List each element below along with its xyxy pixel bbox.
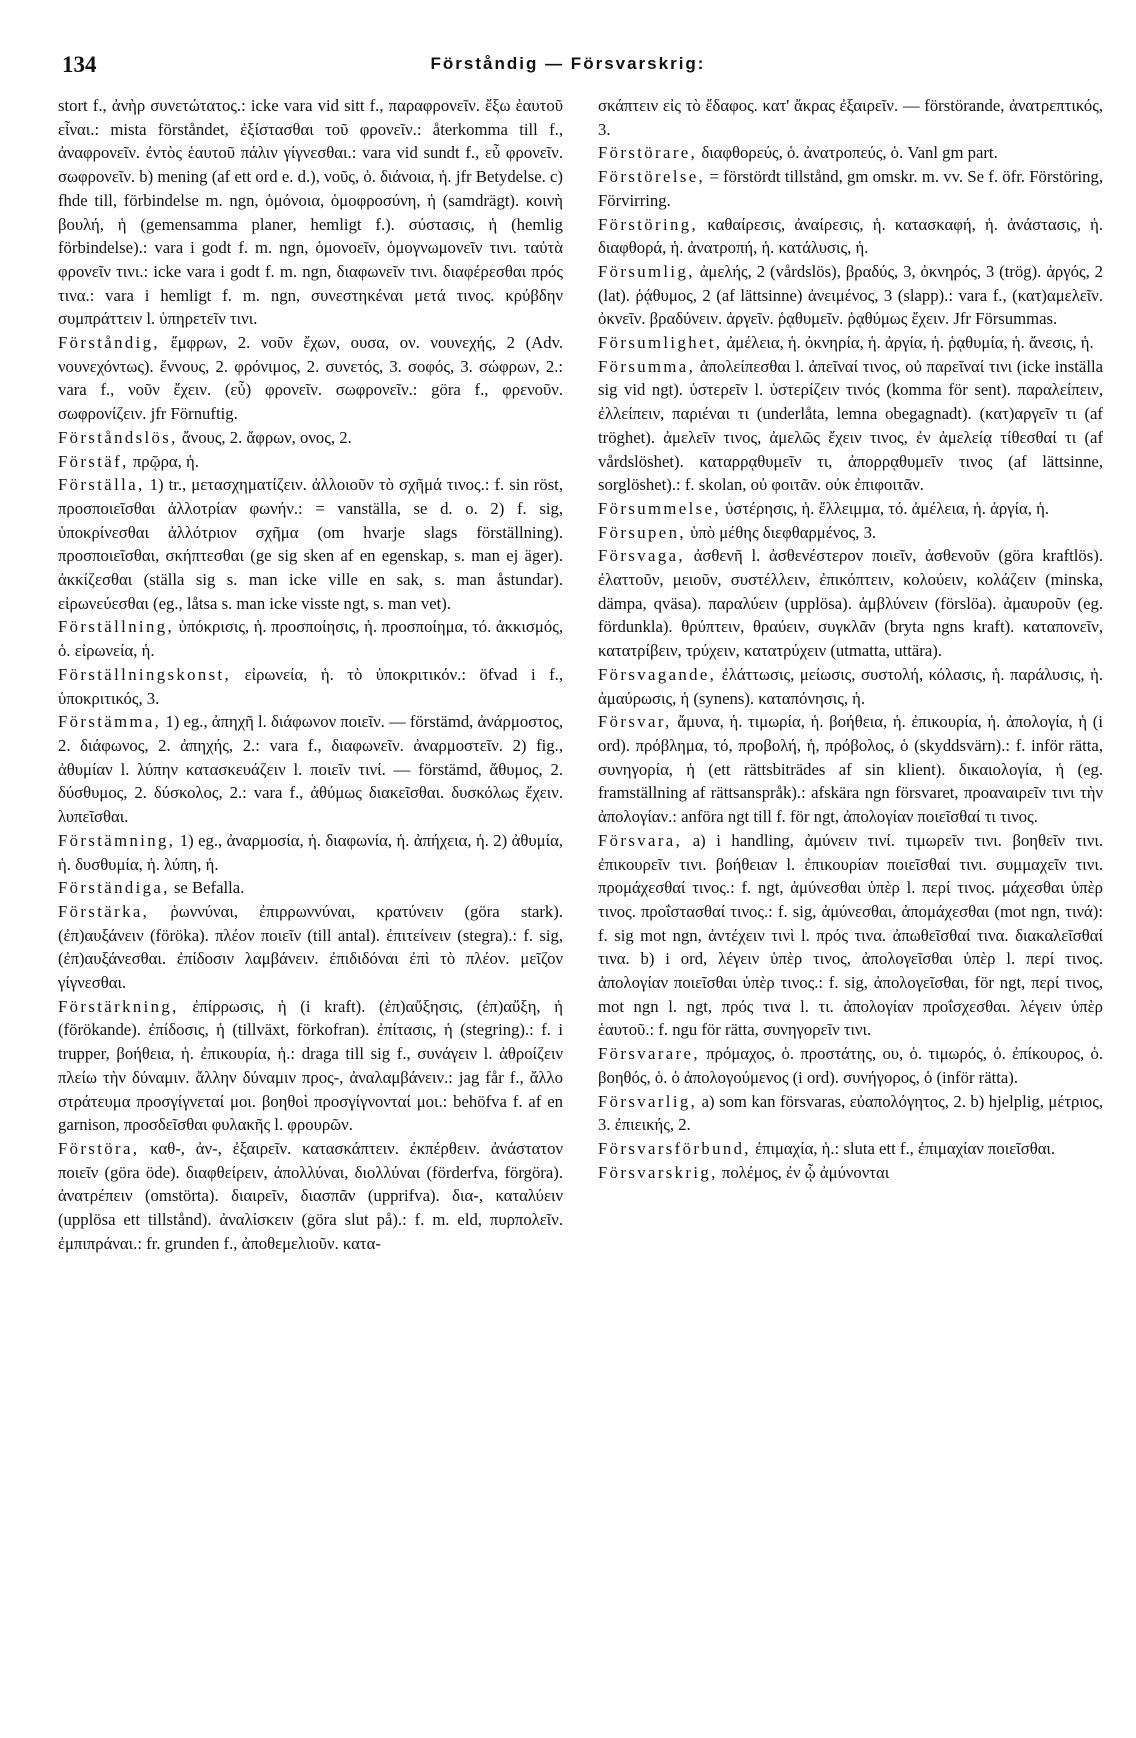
dictionary-entry — [58, 331, 563, 426]
entry-definition: ἄμυνα, ἡ. τιμωρία, ἡ. βοήθεια, ἡ. ἐπικουρία, ἡ. ἀπολογία, ἡ (i ord). πρόβλημα, τό, προβολή, ἡ, πρόβολος, ὁ (skyddsvärn).: f. inför rätta, συνηγορία, ἡ (ett rättsbiträdes af sin klient). δικαιολογία, ἡ (eg. framställning af rättsanspråk).: afskära ngn försvaret, προαναιρεῖν τινι τὴν ἀπολογίαν.: anföra ngt till f. för ngt, ἀπολογίαν ποιεῖσθαί τι τινος. — [598, 712, 1103, 827]
entry-definition: ὑπόκρισις, ἡ. προσποίησις, ἡ. προσποίημα, τό. ἀκκισμός, ὁ. εἰρωνεία, ἡ. — [58, 617, 563, 661]
entry-definition: a) som kan försvaras, εὐαπολόγητος, 2. b) hjelplig, μέτριος, 3. ἐπιεικής, 2. — [598, 1091, 1103, 1135]
page-header — [62, 52, 1074, 86]
entry-definition: ἀμέλεια, ἡ. ὀκνηρία, ἡ. ἀργία, ἡ. ῥᾳθυμία, ἡ. ἄνεσις, ἡ. — [722, 333, 1094, 353]
dictionary-entry — [598, 1161, 1103, 1185]
entry-definition: καθαίρεσις, ἀναίρεσις, ἡ. κατασκαφή, ἡ. ἀνάστασις, ἡ. διαφθορά, ἡ. ἀνατροπή, ἡ. κατάλυσις, ἡ. — [598, 214, 1103, 258]
dictionary-entry — [598, 94, 1103, 141]
entry-headword: Försvarlig, — [598, 1091, 698, 1111]
entry-definition: ἐπιμαχία, ἡ.: sluta ett f., ἐπιμαχίαν ποιεῖσθαι. — [750, 1138, 1056, 1158]
dictionary-entry — [58, 450, 563, 474]
left-column — [58, 94, 563, 1714]
dictionary-entry — [58, 473, 563, 615]
entry-definition: ἐπίρρωσις, ἡ (i kraft). (ἐπ)αὔξησις, (ἐπ)αὔξη, ἡ (förökande). ἐπίδοσις, ἡ (tillväxt, förkofran). ἐπίτασις, ἡ (stegring).: f. i trupper, βοήθεια, ἡ. ἐπικουρία, ἡ.: draga till sig f., συνάγειν l. ἀθροίζειν πλείω τὴν δύναμιν. ἄλλην δύναμιν προς-, ἀναλαμβάνειν.: jag får f., ἄλλο στράτευμα προσγίγνεταί μοι. βοηθοὶ προσγίγνονταί μοι.: behöfva f. af en garnison, προσδεῖσθαι φυλακῆς l. φρουρῶν. — [58, 996, 563, 1135]
dictionary-entry — [598, 331, 1103, 355]
dictionary-entry — [58, 710, 563, 829]
dictionary-entry — [598, 1042, 1103, 1089]
entry-headword: Förståndslös, — [58, 427, 178, 447]
dictionary-entry — [598, 141, 1103, 165]
dictionary-entry — [598, 710, 1103, 829]
dictionary-entry — [598, 497, 1103, 521]
dictionary-entry — [598, 1137, 1103, 1161]
entry-headword: Förstärkning, — [58, 996, 179, 1016]
entry-headword: Förståndig, — [58, 333, 160, 353]
entry-headword: Försvarare, — [598, 1044, 700, 1064]
dictionary-entry — [598, 213, 1103, 260]
entry-headword: Försvaga, — [598, 546, 685, 566]
entry-headword: Försummelse, — [598, 498, 721, 518]
dictionary-entry — [598, 663, 1103, 710]
entry-definition: a) i handling, ἀμύνειν τινί. τιμωρεῖν τινι. βοηθεῖν τινι. ἐπικουρεῖν τινι. βοήθειαν l. ἐπικουρίαν ποιεῖσθαί τινι. συμμαχεῖν τινι. προμάχεσθαί τινος.: f. ngt, ἀμύνεσθαι ὑπὲρ l. περί τινος. μάχεσθαι ὑπὲρ τινος. προΐστασθαί τινος.: f. sig, ἀμύνεσθαι, ἀπομάχεσθαι (mot ngn, τινά): f. sig mot ngn, ἀντέχειν τινὶ l. πρός τινα. ἀπωθεῖσθαί τινα. διακαλεῖσθαί τινα. b) i ord, λέγειν ὑπὲρ τινος, ἀπολογεῖσθαι ὑπὲρ l. περί τινος. ἀπολογίαν ποιεῖσθαι ὑπὲρ τινος.: f. sig, ἀπολογεῖσθαι, för ngt, περί τινος, mot ngn l. ngt, πρός τινα l. τι. ἀπολογίαν προΐσχεσθαι. λέγειν ὑπὲρ ἑαυτοῦ.: f. ngu för rätta, συνηγορεῖν τινι. — [598, 830, 1103, 1040]
dictionary-entry — [598, 355, 1103, 497]
entry-definition: ἀπολείπεσθαι l. ἀπεῖναί τινος, οὐ παρεῖναί τινι (icke inställa sig vid ngt). ὑστερεῖν l. ὑστερίζειν τινός (komma för sent). παραλείπειν, ἐλλείπειν, παριέναι τι (underlåta, lemna obegagnadt). (κατ)αργεῖν τι (af tröghet). ἀμελεῖν τινος, ἀμελῶς ἔχειν τινος, ἐν ἀμελείᾳ τίθεσθαί τι (af vårdslöshet). καταρρᾳθυμεῖν τι, ἀπορρᾳθυμεῖν τινος (af lättsinne, sorglöshet).: f. skolan, οὐ φοιτᾶν. οὐκ ἐπιφοιτᾶν. — [598, 356, 1103, 495]
entry-definition: πρόμαχος, ὁ. προστάτης, ου, ὁ. τιμωρός, ὁ. ἐπίκουρος, ὁ. βοηθός, ὁ. ὁ ἀπολογούμενος (i ord). συνήγορος, ὁ (inför rätta). — [598, 1044, 1103, 1087]
dictionary-entry — [598, 829, 1103, 1042]
dictionary-entry — [58, 615, 563, 662]
entry-headword: Försumlig, — [598, 261, 695, 281]
entry-headword: Försumma, — [598, 356, 696, 376]
entry-definition: ἀσθενῆ l. ἀσθενέστερον ποιεῖν, ἀσθενοῦν (göra kraftlös). ἐλαττοῦν, μειοῦν, συστέλλειν, ἐπικόπτειν, κολούειν, κολάζειν (minska, dämpa, qväsa). παραλύειν (upplösa). ἀμβλύνειν (förslöa). ἀμαυροῦν (eg. fördunkla). θρύπτειν, θραύειν, συγκλᾶν (bryta ngns kraft). καταπονεῖν, κατατρίβειν, τρύχειν, κατατρύχειν (utmatta, uttära). — [598, 546, 1103, 661]
page-number: 134 — [62, 52, 97, 77]
dictionary-entry — [58, 900, 563, 995]
entry-headword: Förstörare, — [598, 143, 698, 163]
entry-headword: Förstäf, — [58, 451, 129, 471]
entry-definition: ἔμφρων, 2. νοῦν ἔχων, ουσα, ον. νουνεχής, 2 (Adv. νουνεχόντως). ἔννους, 2. φρόνιμος, 2. συνετός, 3. σοφός, 3. σώφρων, 2.: vara f., νοῦν ἔχειν. (εὖ) φρονεῖν. σωφρονεῖν.: göra f., φρενοῦν. σωφρονίζειν. jfr Förnuftig. — [58, 333, 563, 424]
entry-headword: Förställa, — [58, 475, 145, 495]
dictionary-entry — [598, 1090, 1103, 1137]
entry-definition: 1) tr., μετασχηματίζειν. ἀλλοιοῦν τὸ σχῆμά τινος.: f. sin röst, προσποιεῖσθαι ἀλλοτρίαν φωνήν.: = vanställa, se d. o. 2) f. sig, ὑποκρίνεσθαι ἀλλότριον σχῆμα (om hvarje slags förställning). προσποιεῖσθαι, σκήπτεσθαι (ge sig sken af en egenskap, s. man ej äger). ἀκκίζεσθαι (ställa sig s. man icke ville en sak, s. man åstundar). εἰρωνεύεσθαι (eg., låtsa s. man icke visste ngt, s. man vet). — [58, 475, 563, 613]
dictionary-entry — [58, 995, 563, 1137]
right-column — [598, 94, 1103, 1714]
entry-headword: Förständiga, — [58, 878, 170, 898]
entry-headword: Förstämma, — [58, 712, 162, 732]
dictionary-entry — [58, 663, 563, 710]
entry-definition: se Befalla. — [169, 878, 245, 898]
dictionary-entry — [58, 876, 563, 900]
entry-definition: ἀμελής, 2 (vårdslös), βραδύς, 3, ὀκνηρός, 3 (trög). ἀργός, 2 (lat). ῥᾴθυμος, 2 (af lättsinne) ἀνειμένος, 3 (slapp).: vara f., (κατ)αμελεῖν. ὀκνεῖν. βραδύνειν. ἀργεῖν. ῥᾳθυμεῖν. ῥᾳθύμως ἔχειν. Jfr Försummas. — [598, 261, 1103, 329]
entry-definition: καθ-, ἀν-, ἐξαιρεῖν. κατασκάπτειν. ἐκπέρθειν. ἀνάστατον ποιεῖν (göra öde). διαφθείρειν, ἀπολλύναι, διολλύναι (förderfva, förgöra). ἀνατρέπειν (omstörta). διαιρεῖν, διασπᾶν (upprifva). δια-, καταλύειν (upplösa ett tillstånd). ἀναλίσκειν (göra slut på).: f. m. eld, πυρπολεῖν. ἐμπιπράναι.: fr. grunden f., ἀποθεμελιοῦν. κατα- — [58, 1138, 563, 1253]
entry-definition: 1) eg., ἀναρμοσία, ἡ. διαφωνία, ἡ. ἀπήχεια, ἡ. 2) ἀθυμία, ἡ. δυσθυμία, ἡ. λύπη, ἡ. — [58, 830, 563, 874]
entry-definition: ὑπὸ μέθης διεφθαρμένος, 3. — [685, 522, 877, 542]
entry-definition: εἰρωνεία, ἡ. τὸ ὑποκριτικόν.: öfvad i f., ὑποκριτικός, 3. — [58, 664, 563, 708]
dictionary-entry — [58, 426, 563, 450]
entry-definition: ὑστέρησις, ἡ. ἔλλειμμα, τό. ἀμέλεια, ἡ. ἀργία, ἡ. — [720, 498, 1050, 518]
entry-headword: Försvarsförbund, — [598, 1138, 751, 1158]
entry-headword: Försvara, — [598, 830, 683, 850]
entry-headword: Förstörelse, — [598, 167, 706, 187]
entry-headword: Försvagande, — [598, 664, 717, 684]
entry-definition: διαφθορεύς, ὁ. ἀνατροπεύς, ὁ. Vanl gm part. — [697, 143, 998, 163]
entry-definition: stort f., ἀνὴρ συνετώτατος.: icke vara vid sitt f., παραφρονεῖν. ἔξω ἑαυτοῦ εἶναι.: mista förståndet, ἐξίστασθαι τοῦ φρονεῖν.: återkomma till f., ἀναφρονεῖν. ἐντὸς ἑαυτοῦ πάλιν γίγνεσθαι.: vara vid sundt f., εὖ φρονεῖν. σωφρονεῖν. b) mening (af ett ord e. d.), νοῦς, ὁ. διάνοια, ἡ. jfr Betydelse. c) fhde till, förbindelse m. ngn, ὁμόνοια, ὁμοφροσύνη, ἡ (samdrägt). κοινὴ βουλή, ἡ (gemensamma planer, hemligt f.). σύστασις, ἡ (hemlig förbindelse).: vara i godt f. m. ngn, ὁμονοεῖν, ὁμογνωμονεῖν τινι. ταὐτὰ φρονεῖν τινι.: icke vara i godt f. m. ngn, διαφωνεῖν τινι. διαφέρεσθαι πρός τινα.: vara i hemligt f. m. ngn, συνεστηκέναι μετά τινος. κρύβδην συμπράττειν l. ὑπηρετεῖν τινι. — [58, 96, 563, 329]
entry-definition: σκάπτειν εἰς τὸ ἔδαφος. κατ' ἄκρας ἐξαιρεῖν. — förstörande, ἀνατρεπτικός, 3. — [598, 96, 1103, 139]
dictionary-entry — [598, 165, 1103, 212]
dictionary-entry — [598, 521, 1103, 545]
entry-headword: Försupen, — [598, 522, 686, 542]
entry-headword: Försumlighet, — [598, 333, 723, 353]
entry-headword: Försvar, — [598, 712, 672, 732]
entry-headword: Försvarskrig, — [598, 1162, 718, 1182]
entry-definition: ἐλάττωσις, μείωσις, συστολή, κόλασις, ἡ. παράλυσις, ἡ. ἀμαύρωσις, ἡ (synens). καταπόνησις, ἡ. — [598, 664, 1103, 708]
dictionary-entry — [598, 544, 1103, 663]
entry-definition: 1) eg., ἀπηχῆ l. διάφωνον ποιεῖν. — förstämd, ἀνάρμοστος, 2. διάφωνος, 2. ἀπηχής, 2.: vara f., διαφωνεῖν. ἀναρμοστεῖν. 2) fig., ἀθυμίαν l. λύπην κατασκευάζειν l. ποιεῖν τινί. — förstämd, ἄθυμος, 2. δύσθυμος, 2. δύσκολος, 2.: vara f., ἀθύμως διακεῖσθαι. δυσκόλως ἔχειν. λυπεῖσθαι. — [58, 712, 563, 827]
dictionary-entry — [58, 94, 563, 331]
entry-headword: Förstämning, — [58, 830, 176, 850]
entry-definition: ἄνους, 2. ἄφρων, ονος, 2. — [177, 427, 352, 447]
dictionary-entry — [598, 260, 1103, 331]
entry-headword: Förstöra, — [58, 1138, 140, 1158]
running-head: Förståndig — Försvarskrig: — [430, 54, 706, 73]
entry-headword: Förställning, — [58, 617, 175, 637]
dictionary-entry — [58, 829, 563, 876]
entry-definition: ῥωννύναι, ἐπιρρωννύναι, κρατύνειν (göra stark). (ἐπ)αυξάνειν (föröka). πλέον ποιεῖν (till antal). ἐπιτείνειν (stegra).: f. sig, (ἐπ)αυξάνεσθαι. ἐπίδοσιν λαμβάνειν. ἐπιδιδόναι ἐπὶ τὸ πλέον. μεῖζον γίγνεσθαι. — [58, 901, 563, 993]
entry-headword: Förstärka, — [58, 901, 150, 921]
entry-definition: πολέμος, ἐν ᾧ ἀμύνονται — [717, 1162, 890, 1182]
entry-definition: = förstördt tillstånd, gm omskr. m. vv. Se f. öfr. Förstöring, Förvirring. — [598, 167, 1103, 210]
dictionary-entry — [58, 1137, 563, 1256]
entry-headword: Förställningskonst, — [58, 664, 232, 684]
entry-headword: Förstöring, — [598, 214, 699, 234]
entry-definition: πρῷρα, ἡ. — [128, 451, 199, 471]
